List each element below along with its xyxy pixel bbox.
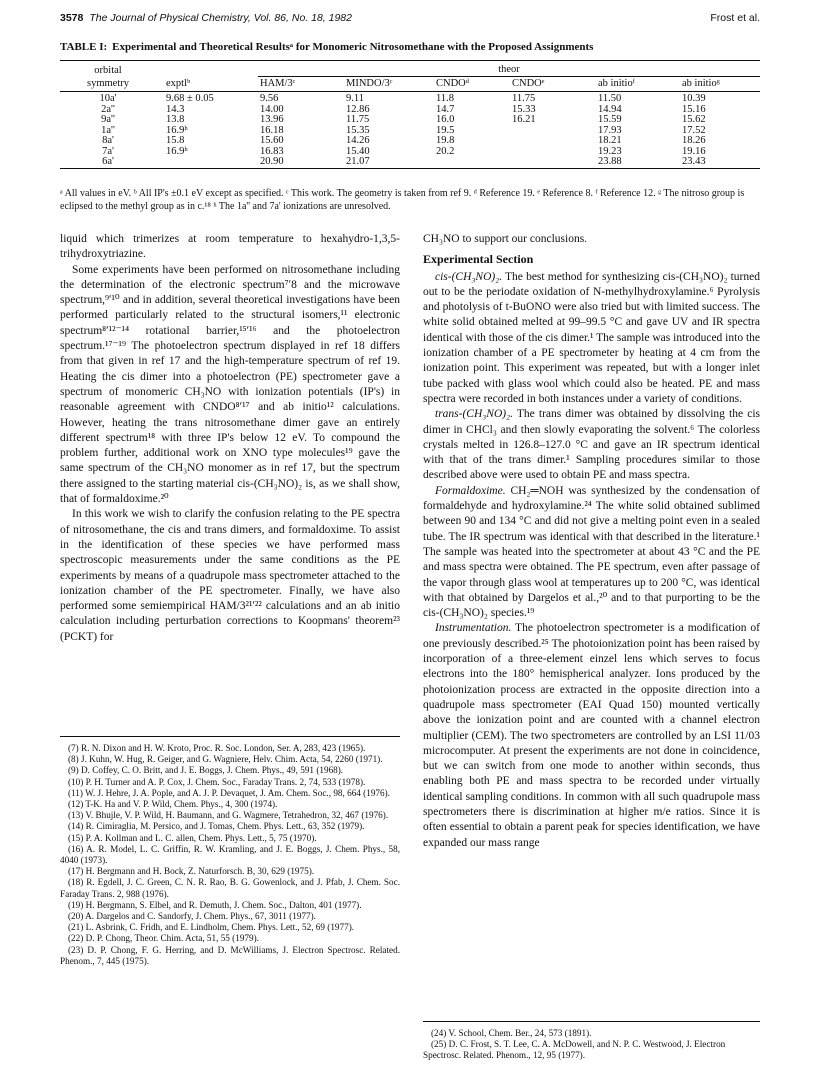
table-footnotes: ᵃ All values in eV. ᵇ All IP's ±0.1 eV except as specified. ᶜ This work. The geometry is taken from ref 9. ᵈ Reference 19. ᵉ Reference 8. ᶠ Reference 12. ᵍ The nitroso group is eclipsed to the methyl group as in c.¹⁸ ʰ The 1a'' and 7a' ionizations are unresolved. bbox=[60, 188, 745, 212]
value-cell: 19.5 bbox=[436, 124, 455, 136]
table-row bbox=[60, 147, 760, 158]
table-row bbox=[60, 105, 760, 116]
subsection-text: The trans dimer was obtained by dissolving the cis dimer in CHCl₃ and then slowly evaporating the solvent.⁶ The colorless crystals melted in 126.8–127.0 °C and gave an IR spectrum identical with that of the trans dimer.¹ Sampling procedures similar to those described above were used to obtain PE and mass spectra. bbox=[423, 408, 760, 482]
running-head-left bbox=[60, 12, 352, 24]
value-cell: 10.39 bbox=[682, 93, 706, 104]
value-cell: 16.83 bbox=[260, 145, 284, 157]
value-cell: 15.35 bbox=[346, 124, 370, 136]
orbital-cell: 1a'' bbox=[101, 124, 115, 136]
header-cndo-e: CNDOᵉ bbox=[510, 76, 596, 92]
value-cell: 15.33 bbox=[512, 103, 536, 115]
reference-entry: (24) V. School, Chem. Ber., 24, 573 (1891). bbox=[431, 1028, 592, 1038]
reference-entry: (21) L. Asbrink, C. Fridh, and E. Lindholm, Chem. Phys. Lett., 52, 69 (1977). bbox=[68, 922, 355, 933]
subsection-text: The best method for synthesizing cis-(CH₃NO)₂ turned out to be the periodate oxidation of N-methylhydroxylamine.⁶ Pyrolysis and photolysis of t-BuONO were also tried but with limited success. The white solid obtained melted at 99–99.5 °C and gave UV and IR spectra identical with those of the cis dimer.¹ The sample was introduced into the ionization chamber of a PE spectrometer by heating at 4 cm from the ionization point. This experiment was repeated, but with a longer inlet tube packed with glass wool which could also be heated. PE and mass spectra were recorded in both instances under a variety of conditions. bbox=[423, 270, 760, 405]
value-cell: 15.59 bbox=[598, 114, 622, 125]
running-head bbox=[60, 12, 760, 28]
value-cell: 12.86 bbox=[346, 103, 370, 115]
reference-entry: (12) T-K. Ha and V. P. Wild, Chem. Phys., 4, 300 (1974). bbox=[68, 799, 278, 810]
orbital-cell: 2a'' bbox=[101, 103, 115, 115]
results-table bbox=[60, 60, 760, 169]
references-left bbox=[60, 736, 400, 967]
table-caption bbox=[60, 40, 760, 54]
value-cell bbox=[510, 126, 596, 137]
references-right bbox=[423, 1021, 760, 1062]
orbital-cell: 6a' bbox=[60, 157, 156, 168]
reference-entry: (22) D. P. Chong, Theor. Chim. Acta, 51, 55 (1979). bbox=[68, 933, 259, 944]
left-column bbox=[60, 232, 400, 645]
orbital-cell: 8a' bbox=[102, 135, 114, 146]
value-cell: 14.94 bbox=[598, 103, 622, 115]
reference-entry: (13) V. Bhujle, V. P. Wild, H. Baumann, and G. Wagmere, Tetrahedron, 32, 467 (1976). bbox=[68, 810, 389, 821]
table-body bbox=[60, 92, 760, 169]
value-cell: 19.23 bbox=[598, 145, 622, 157]
right-column bbox=[423, 232, 760, 851]
table-row bbox=[60, 115, 760, 126]
body-paragraph: liquid which trimerizes at room temperature to hexahydro-1,3,5-trihydroxytriazine. bbox=[60, 233, 400, 261]
subsection-paragraph bbox=[423, 270, 760, 408]
orbital-cell: 10a' bbox=[99, 93, 117, 104]
section-heading: Experimental Section bbox=[423, 252, 534, 267]
subsection-lead: Formaldoxime. bbox=[435, 484, 506, 497]
header-exptl: exptlᵇ bbox=[156, 76, 258, 92]
value-cell: 14.7 bbox=[436, 103, 455, 115]
table-label: TABLE I: bbox=[60, 41, 108, 53]
value-cell bbox=[434, 157, 510, 168]
value-cell: 20.90 bbox=[258, 157, 344, 168]
value-cell: 11.8 bbox=[436, 93, 454, 104]
subsection-lead: trans-(CH₃NO)₂. bbox=[435, 408, 513, 421]
value-cell: 15.62 bbox=[682, 114, 706, 125]
subsection-paragraph bbox=[423, 621, 760, 850]
header-mindo3: MINDO/3ᶜ bbox=[344, 76, 434, 92]
value-cell: 23.88 bbox=[596, 157, 680, 168]
value-cell: 9.11 bbox=[346, 93, 364, 104]
value-cell: 14.3 bbox=[166, 103, 185, 115]
reference-entry: (10) P. H. Turner and A. P. Cox, J. Chem. Soc., Faraday Trans. 2, 74, 533 (1978). bbox=[68, 776, 366, 787]
reference-entry: (9) D. Coffey, C. O. Britt, and J. E. Boggs, J. Chem. Phys., 49, 591 (1968). bbox=[68, 765, 344, 776]
value-cell bbox=[510, 136, 596, 147]
header-spacer bbox=[156, 61, 258, 77]
reference-entry: (23) D. P. Chong, F. G. Herring, and D. McWilliams, J. Electron Spectrosc. Related. Phenom., 7, 445 (1975). bbox=[60, 944, 400, 966]
value-cell bbox=[156, 157, 258, 168]
table-row bbox=[60, 126, 760, 137]
value-cell bbox=[510, 147, 596, 158]
reference-entry: (14) R. Cimiraglia, M. Persico, and J. Tomas, Chem. Phys. Lett., 63, 352 (1979). bbox=[68, 821, 365, 832]
subsection-lead: Instrumentation. bbox=[435, 622, 512, 635]
value-cell bbox=[510, 157, 596, 168]
page-number: 3578 bbox=[60, 12, 84, 24]
value-cell: 21.07 bbox=[344, 157, 434, 168]
value-cell: 18.26 bbox=[682, 135, 706, 146]
value-cell: 19.16 bbox=[682, 145, 706, 157]
value-cell: 16.21 bbox=[512, 114, 536, 125]
subsection-paragraph bbox=[423, 484, 760, 622]
reference-entry: (8) J. Kuhn, W. Hug, R. Geiger, and G. Wagniere, Helv. Chim. Acta, 54, 2260 (1971). bbox=[68, 754, 383, 765]
value-cell: 16.0 bbox=[436, 114, 455, 125]
reference-entry: (16) A. R. Model, L. C. Griffin, R. W. Kramling, and J. E. Boggs, J. Chem. Phys., 58, 4040 (1973). bbox=[60, 843, 400, 866]
value-cell: 11.75 bbox=[512, 93, 536, 104]
reference-entry: (18) R. Egdell, J. C. Green, C. N. R. Rao, B. G. Gowenlock, and J. Pfab, J. Chem. Soc. Faraday Trans. 2, 988 (1976). bbox=[60, 877, 400, 899]
value-cell: 14.00 bbox=[260, 103, 284, 115]
body-paragraph: CH₃NO to support our conclusions. bbox=[423, 233, 588, 245]
value-cell: 15.16 bbox=[682, 103, 706, 115]
body-paragraph: Some experiments have been performed on nitrosomethane including the determination of the electronic spectrum⁷ʹ8 and the microwave spectrum,⁹ʹ¹⁰ and in addition, several theoretical investigations have been performed particularly related to the structural isomers,¹¹ electronic spectrum⁸ʹ¹²⁻¹⁴ rotational barrier,¹⁵ʹ¹⁶ and the photoelectron spectrum.¹⁷⁻¹⁹ The photoelectron spectrum displayed in ref 18 differs from that given in ref 17 and the high-temperature spectrum of ref 19. Heating the cis dimer into a photoelectron (PE) spectrometer gave a spectrum of monomeric CH₃NO with ionization potentials (IP's) in reasonable agreement with CNDO⁸ʹ¹⁷ and ab initio¹² calculations. However, heating the trans nitrosomethane dimer gave an entirely different spectrum¹⁸ with three IP's below 12 eV. To compound the problem further, additional work on XNO type molecules¹⁹ gave the same spectrum of the CH₃NO monomer as in ref 17, but the spectrum there assigned to the starting material cis-(CH₃NO)₂ is, as we shall show, that of formaldoxime.²⁰ bbox=[60, 263, 400, 506]
subsection-lead: cis-(CH₃NO)₂. bbox=[435, 270, 503, 283]
value-cell: 13.96 bbox=[260, 114, 284, 125]
value-cell: 18.21 bbox=[598, 135, 622, 146]
journal-citation: The Journal of Physical Chemistry, Vol. 86, No. 18, 1982 bbox=[89, 12, 352, 24]
value-cell: 17.52 bbox=[682, 124, 706, 136]
header-ab-initio-g: ab initioᵍ bbox=[680, 76, 760, 92]
orbital-cell: 7a' bbox=[102, 145, 114, 157]
value-cell: 9.56 bbox=[260, 93, 279, 104]
value-cell: 11.50 bbox=[598, 93, 622, 104]
reference-entry: (15) P. A. Kollman and L. C. allen, Chem. Phys. Lett., 5, 75 (1970). bbox=[68, 832, 317, 843]
reference-entry: (25) D. C. Frost, S. T. Lee, C. A. McDowell, and N. P. C. Westwood, J. Electron Spectrosc. Related. Phenom., 12, 95 (1977). bbox=[423, 1039, 726, 1061]
value-cell: 15.40 bbox=[346, 145, 370, 157]
value-cell: 15.60 bbox=[260, 135, 284, 146]
header-theor-group: theor bbox=[258, 61, 760, 77]
subsection-paragraph bbox=[423, 407, 760, 483]
value-cell: 9.68 ± 0.05 bbox=[166, 93, 214, 104]
value-cell: 11.75 bbox=[346, 114, 370, 125]
value-cell: 14.26 bbox=[346, 135, 370, 146]
value-cell: 23.43 bbox=[680, 157, 760, 168]
reference-entry: (20) A. Dargelos and C. Sandorfy, J. Chem. Phys., 67, 3011 (1977). bbox=[68, 911, 316, 922]
orbital-cell: 9a'' bbox=[101, 114, 115, 125]
reference-entry: (11) W. J. Hehre, J. A. Pople, and A. J. P. Devaquet, J. Am. Chem. Soc., 98, 664 (1976). bbox=[68, 787, 390, 798]
value-cell: 16.18 bbox=[260, 124, 284, 136]
author-running-head: Frost et al. bbox=[710, 12, 760, 24]
header-orbital-line1: orbital bbox=[94, 64, 122, 76]
body-paragraph: In this work we wish to clarify the confusion relating to the PE spectra of nitrosomethane, the cis and trans dimers, and formaldoxime. To assist in the identification of these species we have performed mass spectroscopic measurements under the same conditions as the PE experiments by means of a quadrupole mass spectrometer attached to the ionization chamber of the PE spectrometer. Finally, we have also performed some semiempirical HAM/3²¹ʹ²² calculations and an ab initio calculation including perturbation corrections to Koopmans' theorem²³ (PCKT) for bbox=[60, 508, 400, 643]
value-cell: 19.8 bbox=[436, 135, 455, 146]
reference-entry: (17) H. Bergmann and H. Bock, Z. Naturforsch. B, 30, 629 (1975). bbox=[68, 866, 315, 877]
table-row bbox=[60, 136, 760, 147]
value-cell: 20.2 bbox=[436, 145, 455, 157]
header-cndo-d: CNDOᵈ bbox=[434, 76, 510, 92]
value-cell: 16.9ʰ bbox=[166, 145, 188, 157]
table-row bbox=[60, 92, 760, 105]
subsection-text: CH₂═NOH was synthesized by the condensation of formaldehyde and hydroxylamine.²⁴ The white solid obtained sublimed between 90 and 134 °C and did not give a melting point even in a sealed tube. The IR spectrum was identical with that described in the literature.¹ The sample was heated into the spectrometer at about 43 °C and the PE and mass spectra were obtained. The PE spectrum, even after passage of the vapor through glass wool at temperatures up to 200 °C, was identical with that obtained by Dargelos et al.,²⁰ and to that purporting to be the cis-(CH₃NO)₂ species.¹⁹ bbox=[423, 484, 760, 620]
header-orbital-line2: symmetry bbox=[60, 76, 156, 92]
subsection-text: The photoelectron spectrometer is a modification of one previously described.²⁵ The photoionization point has been raised by incorporation of a three-element einzel lens which serves to focus electrons into the 180° hemispherical analyzer. Ions produced by the photoionization process are extracted in the opposite direction into a quadrupole mass spectrometer (EAI Quad 150) mounted vertically above the ionization point and are counted with a channel electron multiplier (CEM). The two spectrometers are controlled by an LSI 11/03 microcomputer. At present the experiments are not done in coincidence, but we can switch from one mode to another within seconds, thus enabling both PE and mass spectra to be recorded under virtually identical sampling conditions. In common with all such quadrupole mass spectrometers there is discrimination at higher m/e ratios. Since it is often essential to obtain a parent peak for species identification, we have expanded our mass range bbox=[423, 622, 760, 849]
value-cell: 17.93 bbox=[598, 124, 622, 136]
value-cell: 16.9ʰ bbox=[166, 124, 188, 136]
reference-entry: (7) R. N. Dixon and H. W. Kroto, Proc. R. Soc. London, Ser. A, 283, 423 (1965). bbox=[68, 743, 366, 753]
table-title: Experimental and Theoretical Resultsᵃ for Monomeric Nitrosomethane with the Proposed Assignments bbox=[112, 41, 594, 53]
header-ham3: HAM/3ᶜ bbox=[258, 76, 344, 92]
table-row bbox=[60, 157, 760, 168]
value-cell: 13.8 bbox=[166, 114, 185, 125]
value-cell: 15.8 bbox=[166, 135, 185, 146]
header-ab-initio-f: ab initioᶠ bbox=[596, 76, 680, 92]
reference-entry: (19) H. Bergmann, S. Elbel, and R. Demuth, J. Chem. Soc., Dalton, 401 (1977). bbox=[68, 899, 362, 910]
